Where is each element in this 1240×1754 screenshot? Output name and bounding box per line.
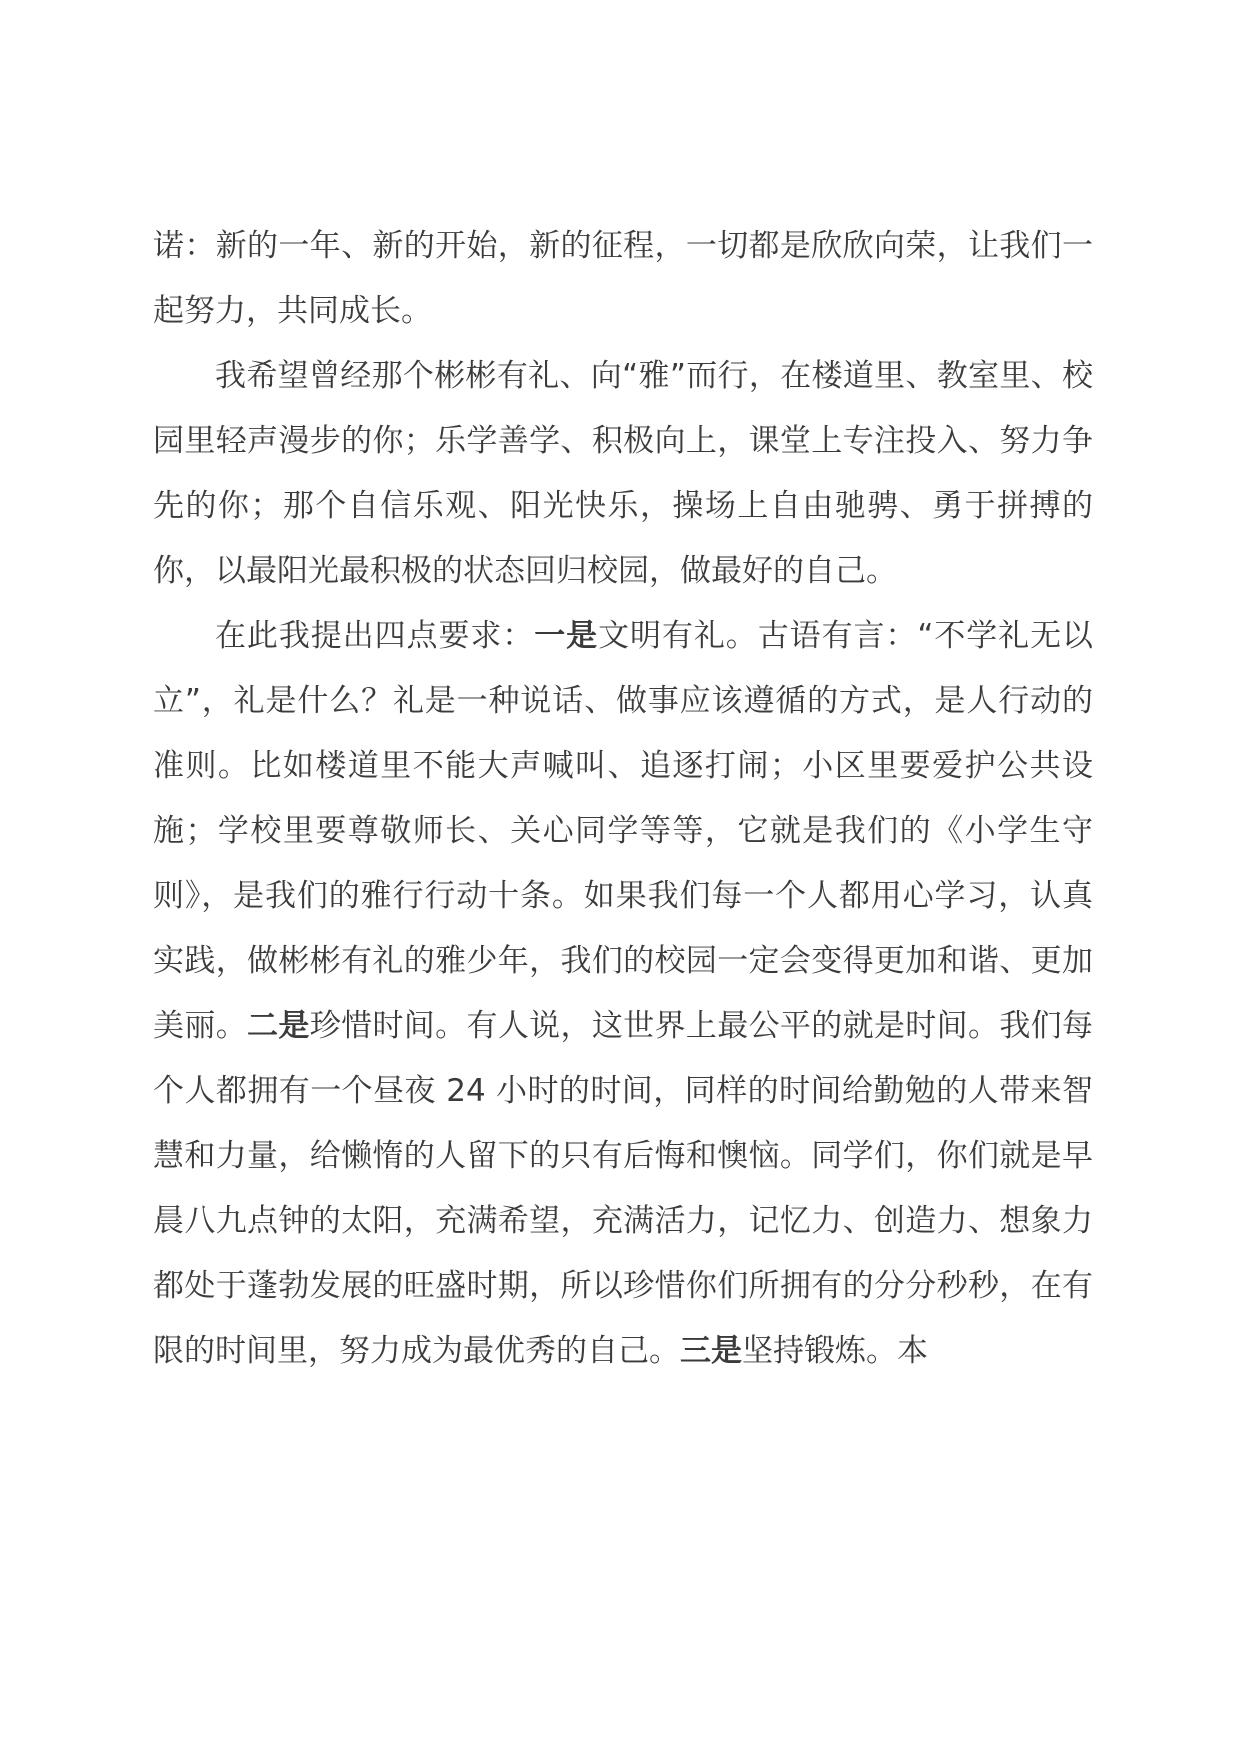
- point-3-lead: 三是: [680, 1333, 742, 1369]
- point-2-text: 珍惜时间。有人说，这世界上最公平的就是时间。我们每个人都拥有一个昼夜 24 小时的时间，同样的时间给勤勉的人带来智慧和力量，给懒惰的人留下的只有后悔和懊恼。同学们，你们就是早晨八九点钟的太阳，充满希望，充满活力，记忆力、创造力、想象力都处于蓬勃发展的旺盛时期，所以珍惜你们所拥有的分分秒秒，在有限的时间里，努力成为最优秀的自己。: [153, 1008, 1094, 1369]
- point-1-text: 文明有礼。古语有言：“不学礼无以立”，礼是什么？礼是一种说话、做事应该遵循的方式，是人行动的准则。比如楼道里不能大声喊叫、追逐打闹；小区里要爱护公共设施；学校里要尊敬师长、关心同学等等，它就是我们的《小学生守则》，是我们的雅行行动十条。如果我们每一个人都用心学习，认真实践，做彬彬有礼的雅少年，我们的校园一定会变得更加和谐、更加美丽。: [153, 618, 1094, 1044]
- paragraph-2: [153, 344, 1093, 604]
- point-3-text: 坚持锻炼。本: [742, 1333, 928, 1369]
- body-text: [153, 214, 1093, 1384]
- paragraph-2-text: 我希望曾经那个彬彬有礼、向“雅”而行，在楼道里、教室里、校园里轻声漫步的你；乐学善学、积极向上，课堂上专注投入、努力争先的你；那个自信乐观、阳光快乐，操场上自由驰骋、勇于拼搏的你，以最阳光最积极的状态回归校园，做最好的自己。: [153, 358, 1093, 589]
- paragraph-3: [153, 604, 1093, 1384]
- requirements-intro: 在此我提出四点要求：: [215, 618, 535, 654]
- paragraph-1: [153, 214, 1093, 344]
- point-1-lead: 一是: [534, 618, 599, 654]
- point-2-lead: 二是: [247, 1008, 310, 1044]
- paragraph-1-text: 诺：新的一年、新的开始，新的征程，一切都是欣欣向荣，让我们一起努力，共同成长。: [153, 228, 1093, 329]
